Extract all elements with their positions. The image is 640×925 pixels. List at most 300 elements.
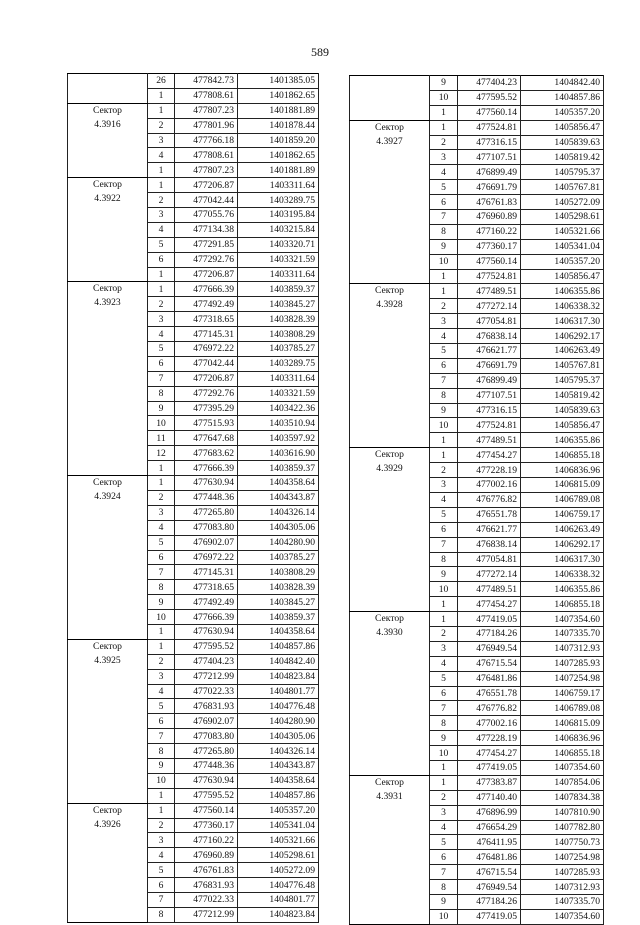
point-number: 2 (148, 818, 175, 833)
x-coordinate: 477184.26 (458, 894, 521, 909)
x-coordinate: 477630.94 (175, 476, 238, 491)
x-coordinate: 477808.61 (175, 88, 238, 103)
point-number: 1 (148, 788, 175, 803)
y-coordinate: 1405321.66 (521, 224, 604, 239)
point-number: 1 (430, 448, 458, 463)
x-coordinate: 477228.19 (458, 731, 521, 746)
point-number: 6 (430, 358, 458, 373)
x-coordinate: 477145.31 (175, 327, 238, 342)
point-number: 1 (430, 597, 458, 612)
table-row (350, 76, 604, 91)
x-coordinate: 477630.94 (175, 773, 238, 788)
y-coordinate: 1405298.61 (521, 210, 604, 225)
y-coordinate: 1406317.30 (521, 314, 604, 329)
sector-label: Сектор (375, 613, 404, 625)
sector-cell (350, 612, 430, 776)
point-number: 2 (148, 654, 175, 669)
x-coordinate: 477683.62 (175, 446, 238, 461)
y-coordinate: 1404326.14 (238, 744, 319, 759)
point-number: 5 (148, 237, 175, 252)
x-coordinate: 477419.05 (458, 760, 521, 775)
x-coordinate: 477666.39 (175, 610, 238, 625)
x-coordinate: 477595.52 (175, 639, 238, 654)
point-number: 7 (430, 701, 458, 716)
y-coordinate: 1406789.08 (521, 492, 604, 507)
sector-id: 4.3924 (94, 491, 121, 503)
point-number: 8 (148, 907, 175, 922)
x-coordinate: 477145.31 (175, 565, 238, 580)
x-coordinate: 477212.99 (175, 907, 238, 922)
y-coordinate: 1405321.66 (238, 833, 319, 848)
point-number: 5 (430, 507, 458, 522)
point-number: 8 (430, 716, 458, 731)
point-number: 1 (430, 433, 458, 448)
y-coordinate: 1401385.05 (238, 74, 319, 89)
x-coordinate: 476691.79 (458, 358, 521, 373)
point-number: 7 (430, 373, 458, 388)
sector-id: 4.3916 (94, 118, 121, 130)
y-coordinate: 1406292.17 (521, 329, 604, 344)
table-row (68, 476, 319, 491)
y-coordinate: 1403859.37 (238, 461, 319, 476)
x-coordinate: 477265.80 (175, 505, 238, 520)
y-coordinate: 1405856.47 (521, 418, 604, 433)
point-number: 1 (148, 88, 175, 103)
x-coordinate: 477560.14 (458, 254, 521, 269)
sector-label: Сектор (93, 179, 122, 191)
y-coordinate: 1403808.29 (238, 565, 319, 580)
x-coordinate: 476776.82 (458, 492, 521, 507)
sector-id: 4.3930 (376, 627, 403, 639)
point-number: 8 (148, 744, 175, 759)
sector-cell (350, 775, 430, 924)
point-number: 1 (430, 105, 458, 120)
sector-id: 4.3931 (376, 790, 403, 802)
y-coordinate: 1403859.37 (238, 610, 319, 625)
y-coordinate: 1405341.04 (521, 239, 604, 254)
point-number: 8 (430, 224, 458, 239)
sector-id: 4.3929 (376, 463, 403, 475)
point-number: 7 (430, 210, 458, 225)
point-number: 5 (430, 180, 458, 195)
y-coordinate: 1403510.94 (238, 416, 319, 431)
y-coordinate: 1407254.98 (521, 850, 604, 865)
x-coordinate: 477492.49 (175, 297, 238, 312)
point-number: 7 (148, 565, 175, 580)
sector-cell (68, 178, 148, 282)
y-coordinate: 1403785.27 (238, 550, 319, 565)
x-coordinate: 477318.65 (175, 312, 238, 327)
y-coordinate: 1405357.20 (521, 105, 604, 120)
y-coordinate: 1404326.14 (238, 505, 319, 520)
page-number: 589 (311, 45, 329, 59)
x-coordinate: 477042.44 (175, 193, 238, 208)
y-coordinate: 1406355.86 (521, 433, 604, 448)
x-coordinate: 477492.49 (175, 595, 238, 610)
x-coordinate: 477454.27 (458, 746, 521, 761)
sector-cell (68, 74, 148, 104)
y-coordinate: 1404280.90 (238, 535, 319, 550)
table-row (68, 282, 319, 297)
x-coordinate: 476896.99 (458, 805, 521, 820)
y-coordinate: 1404857.86 (238, 639, 319, 654)
x-coordinate: 477140.40 (458, 790, 521, 805)
point-number: 1 (148, 624, 175, 639)
point-number: 3 (148, 208, 175, 223)
y-coordinate: 1404343.87 (238, 758, 319, 773)
y-coordinate: 1401881.89 (238, 163, 319, 178)
x-coordinate: 477595.52 (458, 90, 521, 105)
y-coordinate: 1401862.65 (238, 88, 319, 103)
x-coordinate: 476621.77 (458, 344, 521, 359)
point-number: 2 (430, 626, 458, 641)
x-coordinate: 476831.93 (175, 878, 238, 893)
point-number: 6 (148, 550, 175, 565)
point-number: 10 (430, 90, 458, 105)
y-coordinate: 1404857.86 (521, 90, 604, 105)
y-coordinate: 1404358.64 (238, 476, 319, 491)
point-number: 1 (148, 103, 175, 118)
x-coordinate: 477318.65 (175, 580, 238, 595)
y-coordinate: 1407285.93 (521, 656, 604, 671)
y-coordinate: 1403828.39 (238, 312, 319, 327)
y-coordinate: 1405856.47 (521, 269, 604, 284)
point-number: 6 (148, 252, 175, 267)
point-number: 10 (148, 416, 175, 431)
y-coordinate: 1407782.80 (521, 820, 604, 835)
y-coordinate: 1406855.18 (521, 448, 604, 463)
sector-cell (68, 639, 148, 803)
x-coordinate: 477054.81 (458, 552, 521, 567)
point-number: 8 (430, 552, 458, 567)
sector-id: 4.3925 (94, 654, 121, 666)
x-coordinate: 477808.61 (175, 148, 238, 163)
y-coordinate: 1407285.93 (521, 865, 604, 880)
point-number: 3 (430, 641, 458, 656)
x-coordinate: 477184.26 (458, 626, 521, 641)
point-number: 5 (430, 344, 458, 359)
table-row (68, 803, 319, 818)
point-number: 1 (148, 178, 175, 193)
x-coordinate: 477560.14 (458, 105, 521, 120)
point-number: 4 (148, 848, 175, 863)
point-number: 3 (148, 133, 175, 148)
y-coordinate: 1406263.49 (521, 522, 604, 537)
y-coordinate: 1403311.64 (238, 371, 319, 386)
sector-id: 4.3928 (376, 299, 403, 311)
point-number: 1 (148, 461, 175, 476)
x-coordinate: 476831.93 (175, 699, 238, 714)
y-coordinate: 1405357.20 (238, 803, 319, 818)
point-number: 1 (148, 476, 175, 491)
x-coordinate: 477524.81 (458, 120, 521, 135)
point-number: 5 (430, 671, 458, 686)
point-number: 3 (148, 312, 175, 327)
point-number: 5 (148, 699, 175, 714)
x-coordinate: 477448.36 (175, 490, 238, 505)
y-coordinate: 1407312.93 (521, 641, 604, 656)
y-coordinate: 1406789.08 (521, 701, 604, 716)
point-number: 6 (430, 195, 458, 210)
point-number: 4 (430, 656, 458, 671)
y-coordinate: 1406355.86 (521, 582, 604, 597)
coordinates-table-left (67, 73, 319, 923)
y-coordinate: 1406855.18 (521, 597, 604, 612)
x-coordinate: 477316.15 (458, 135, 521, 150)
y-coordinate: 1405272.09 (521, 195, 604, 210)
x-coordinate: 477022.33 (175, 892, 238, 907)
y-coordinate: 1406855.18 (521, 746, 604, 761)
y-coordinate: 1405767.81 (521, 358, 604, 373)
y-coordinate: 1406317.30 (521, 552, 604, 567)
point-number: 9 (430, 894, 458, 909)
point-number: 4 (148, 520, 175, 535)
point-number: 10 (430, 582, 458, 597)
x-coordinate: 477630.94 (175, 624, 238, 639)
x-coordinate: 477448.36 (175, 758, 238, 773)
x-coordinate: 477454.27 (458, 597, 521, 612)
sector-cell (350, 76, 430, 121)
point-number: 3 (430, 314, 458, 329)
x-coordinate: 477489.51 (458, 433, 521, 448)
x-coordinate: 477160.22 (458, 224, 521, 239)
x-coordinate: 477022.33 (175, 684, 238, 699)
point-number: 9 (430, 567, 458, 582)
y-coordinate: 1403321.59 (238, 252, 319, 267)
point-number: 1 (430, 284, 458, 299)
x-coordinate: 476654.29 (458, 820, 521, 835)
sector-cell (68, 476, 148, 640)
y-coordinate: 1404280.90 (238, 714, 319, 729)
sector-label: Сектор (93, 804, 122, 816)
point-number: 12 (148, 446, 175, 461)
x-coordinate: 477807.23 (175, 163, 238, 178)
sector-cell (350, 120, 430, 284)
y-coordinate: 1404801.77 (238, 892, 319, 907)
y-coordinate: 1401859.20 (238, 133, 319, 148)
point-number: 1 (430, 120, 458, 135)
point-number: 5 (148, 342, 175, 357)
x-coordinate: 477272.14 (458, 299, 521, 314)
x-coordinate: 476715.54 (458, 656, 521, 671)
point-number: 3 (148, 833, 175, 848)
point-number: 2 (148, 490, 175, 505)
y-coordinate: 1403859.37 (238, 282, 319, 297)
y-coordinate: 1403845.27 (238, 595, 319, 610)
point-number: 9 (430, 731, 458, 746)
x-coordinate: 477807.23 (175, 103, 238, 118)
point-number: 2 (148, 297, 175, 312)
x-coordinate: 477292.76 (175, 386, 238, 401)
y-coordinate: 1401878.44 (238, 118, 319, 133)
point-number: 2 (430, 463, 458, 478)
y-coordinate: 1403321.59 (238, 386, 319, 401)
y-coordinate: 1403845.27 (238, 297, 319, 312)
y-coordinate: 1405357.20 (521, 254, 604, 269)
point-number: 3 (430, 150, 458, 165)
sector-id: 4.3922 (94, 193, 121, 205)
y-coordinate: 1405341.04 (238, 818, 319, 833)
table-row (350, 120, 604, 135)
y-coordinate: 1405856.47 (521, 120, 604, 135)
point-number: 10 (430, 746, 458, 761)
point-number: 7 (148, 892, 175, 907)
sector-label: Сектор (375, 285, 404, 297)
x-coordinate: 477107.51 (458, 150, 521, 165)
point-number: 1 (430, 775, 458, 790)
x-coordinate: 477524.81 (458, 418, 521, 433)
y-coordinate: 1407810.90 (521, 805, 604, 820)
point-number: 2 (148, 193, 175, 208)
y-coordinate: 1406815.09 (521, 716, 604, 731)
x-coordinate: 476838.14 (458, 537, 521, 552)
x-coordinate: 476949.54 (458, 641, 521, 656)
y-coordinate: 1403785.27 (238, 342, 319, 357)
x-coordinate: 476838.14 (458, 329, 521, 344)
y-coordinate: 1403828.39 (238, 580, 319, 595)
x-coordinate: 476761.83 (175, 863, 238, 878)
x-coordinate: 476899.49 (458, 165, 521, 180)
point-number: 10 (430, 254, 458, 269)
y-coordinate: 1406836.96 (521, 731, 604, 746)
table-row (350, 612, 604, 627)
point-number: 9 (148, 401, 175, 416)
x-coordinate: 477206.87 (175, 178, 238, 193)
y-coordinate: 1405767.81 (521, 180, 604, 195)
sector-cell (350, 448, 430, 612)
table-row (68, 178, 319, 193)
y-coordinate: 1406338.32 (521, 567, 604, 582)
point-number: 1 (148, 639, 175, 654)
y-coordinate: 1403597.92 (238, 431, 319, 446)
point-number: 6 (148, 714, 175, 729)
x-coordinate: 476621.77 (458, 522, 521, 537)
sector-id: 4.3923 (94, 297, 121, 309)
point-number: 4 (148, 684, 175, 699)
y-coordinate: 1403808.29 (238, 327, 319, 342)
y-coordinate: 1403320.71 (238, 237, 319, 252)
x-coordinate: 476691.79 (458, 180, 521, 195)
x-coordinate: 477291.85 (175, 237, 238, 252)
x-coordinate: 477383.87 (458, 775, 521, 790)
y-coordinate: 1404776.48 (238, 699, 319, 714)
y-coordinate: 1403311.64 (238, 267, 319, 282)
y-coordinate: 1404857.86 (238, 788, 319, 803)
table-row (350, 284, 604, 299)
point-number: 1 (148, 267, 175, 282)
x-coordinate: 477524.81 (458, 269, 521, 284)
point-number: 1 (148, 163, 175, 178)
point-number: 5 (148, 863, 175, 878)
x-coordinate: 477419.05 (458, 612, 521, 627)
x-coordinate: 476481.86 (458, 671, 521, 686)
x-coordinate: 477292.76 (175, 252, 238, 267)
x-coordinate: 476776.82 (458, 701, 521, 716)
y-coordinate: 1407354.60 (521, 612, 604, 627)
point-number: 8 (430, 880, 458, 895)
y-coordinate: 1406759.17 (521, 686, 604, 701)
point-number: 4 (148, 327, 175, 342)
y-coordinate: 1406338.32 (521, 299, 604, 314)
x-coordinate: 477206.87 (175, 371, 238, 386)
x-coordinate: 477042.44 (175, 356, 238, 371)
y-coordinate: 1403311.64 (238, 178, 319, 193)
sector-label: Сектор (93, 640, 122, 652)
y-coordinate: 1403422.36 (238, 401, 319, 416)
point-number: 6 (148, 878, 175, 893)
point-number: 8 (148, 580, 175, 595)
y-coordinate: 1407354.60 (521, 909, 604, 924)
point-number: 4 (430, 492, 458, 507)
sector-cell (68, 103, 148, 177)
coordinates-table-right (349, 75, 604, 925)
sector-label: Сектор (93, 477, 122, 489)
point-number: 2 (430, 299, 458, 314)
x-coordinate: 477134.38 (175, 222, 238, 237)
x-coordinate: 477489.51 (458, 582, 521, 597)
sector-label: Сектор (375, 121, 404, 133)
y-coordinate: 1405298.61 (238, 848, 319, 863)
x-coordinate: 476949.54 (458, 880, 521, 895)
x-coordinate: 477055.76 (175, 208, 238, 223)
point-number: 6 (430, 522, 458, 537)
x-coordinate: 477083.80 (175, 520, 238, 535)
point-number: 4 (430, 329, 458, 344)
x-coordinate: 476715.54 (458, 865, 521, 880)
y-coordinate: 1401881.89 (238, 103, 319, 118)
point-number: 11 (148, 431, 175, 446)
x-coordinate: 476899.49 (458, 373, 521, 388)
point-number: 9 (148, 758, 175, 773)
y-coordinate: 1406836.96 (521, 463, 604, 478)
x-coordinate: 477002.16 (458, 716, 521, 731)
point-number: 1 (148, 803, 175, 818)
x-coordinate: 476972.22 (175, 342, 238, 357)
point-number: 6 (148, 356, 175, 371)
x-coordinate: 477595.52 (175, 788, 238, 803)
x-coordinate: 477766.18 (175, 133, 238, 148)
y-coordinate: 1403616.90 (238, 446, 319, 461)
y-coordinate: 1407834.38 (521, 790, 604, 805)
y-coordinate: 1407854.06 (521, 775, 604, 790)
x-coordinate: 477454.27 (458, 448, 521, 463)
y-coordinate: 1407750.73 (521, 835, 604, 850)
y-coordinate: 1405819.42 (521, 388, 604, 403)
y-coordinate: 1407335.70 (521, 626, 604, 641)
x-coordinate: 477360.17 (458, 239, 521, 254)
y-coordinate: 1404343.87 (238, 490, 319, 505)
y-coordinate: 1403289.75 (238, 193, 319, 208)
x-coordinate: 477489.51 (458, 284, 521, 299)
point-number: 9 (430, 239, 458, 254)
point-number: 10 (148, 610, 175, 625)
x-coordinate: 477083.80 (175, 729, 238, 744)
x-coordinate: 476960.89 (175, 848, 238, 863)
y-coordinate: 1406815.09 (521, 478, 604, 493)
table-row (350, 775, 604, 790)
point-number: 5 (430, 835, 458, 850)
x-coordinate: 476551.78 (458, 686, 521, 701)
y-coordinate: 1403289.75 (238, 356, 319, 371)
table-row (350, 448, 604, 463)
sector-id: 4.3927 (376, 135, 403, 147)
sector-cell (68, 803, 148, 922)
x-coordinate: 477801.96 (175, 118, 238, 133)
x-coordinate: 477272.14 (458, 567, 521, 582)
y-coordinate: 1406263.49 (521, 344, 604, 359)
point-number: 9 (430, 403, 458, 418)
x-coordinate: 477228.19 (458, 463, 521, 478)
